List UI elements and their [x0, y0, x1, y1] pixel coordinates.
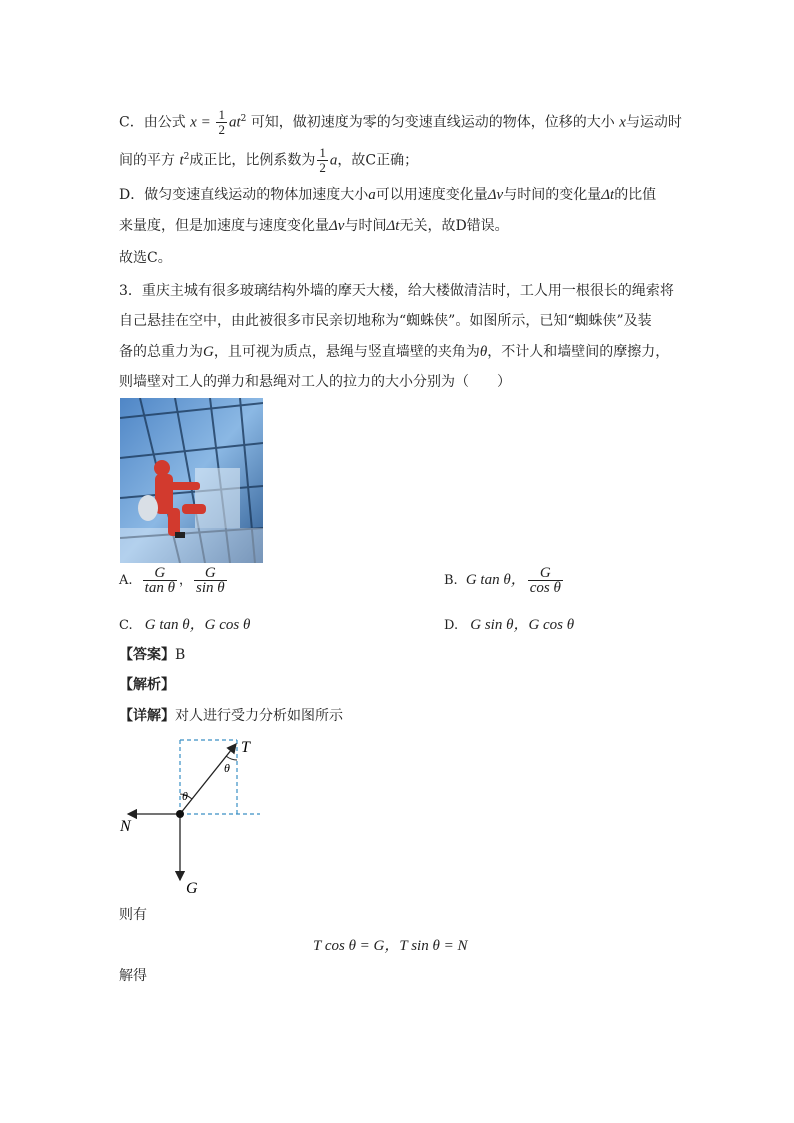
- option-d-explanation-line2: [119, 216, 509, 236]
- label-theta-bottom: θ: [182, 789, 188, 803]
- label-G: G: [186, 880, 198, 897]
- solve-line: 解得: [119, 968, 147, 984]
- answer-label: 【答案】: [119, 647, 175, 663]
- var-dv: Δv: [329, 218, 345, 234]
- fraction-num: G: [143, 566, 177, 581]
- option-c-explanation-line1: [119, 108, 682, 137]
- equation: T cos θ = G，T sin θ = N: [313, 938, 468, 954]
- fraction-den: cos θ: [529, 580, 561, 596]
- option-c-explanation-line2: [119, 146, 418, 175]
- fraction: [143, 566, 177, 595]
- var-dt: Δt: [386, 218, 400, 234]
- fraction-num: G: [528, 566, 563, 581]
- text: ，不计人和墙壁间的摩擦力，: [487, 344, 670, 360]
- fraction-half: [317, 146, 328, 175]
- analysis-label: [119, 675, 175, 695]
- text: 与时间的变化量: [503, 187, 602, 203]
- option-label: C.: [119, 618, 133, 633]
- text: 成正比，比例系数为: [189, 152, 316, 169]
- label-T: T: [241, 739, 250, 756]
- text: ，故C正确；: [337, 152, 419, 169]
- option-d-text: G sin θ，G cos θ: [470, 617, 575, 633]
- text: C．由公式: [119, 114, 186, 131]
- option-b-part1: G tan θ，: [465, 572, 526, 588]
- detail-label: 【详解】: [119, 708, 175, 724]
- answer-value: B: [175, 647, 186, 663]
- text: 间的平方: [119, 152, 175, 169]
- text: D．做匀变速直线运动的物体加速度大小: [119, 187, 369, 203]
- detail-text: 对人进行受力分析如图所示: [175, 708, 343, 724]
- formula-x: x =: [190, 114, 215, 131]
- option-d-explanation-line1: [119, 185, 656, 205]
- var-a: a: [368, 187, 376, 203]
- question-3-line1: 3．重庆主城有很多玻璃结构外墙的摩天大楼，给大楼做清洁时，工人用一根很长的绳索将: [119, 283, 674, 299]
- question-3-line3: [119, 342, 669, 362]
- var-a: a: [329, 152, 338, 169]
- fraction-num: 1: [218, 107, 225, 122]
- option-a[interactable]: A. $\frac{G}{\text{tan θ}}$ ， $\frac{G}{\text{sin θ}}$: [119, 565, 225, 596]
- force-diagram: [112, 732, 272, 902]
- var-G: G: [203, 344, 214, 360]
- option-d[interactable]: [444, 613, 574, 634]
- label-N: N: [120, 818, 131, 835]
- option-c-text: G tan θ，G cos θ: [144, 617, 251, 633]
- var-theta: θ: [479, 344, 488, 360]
- text: 无关，故D错误。: [399, 218, 509, 234]
- formula-at: at: [228, 114, 241, 131]
- option-label: D.: [444, 618, 459, 633]
- option-b[interactable]: [444, 566, 565, 595]
- superscript: 2: [240, 113, 247, 124]
- detail-line: [119, 706, 343, 726]
- superscript: 2: [183, 151, 190, 162]
- window-cleaner-photo: [120, 398, 263, 563]
- text: 可以用速度变化量: [375, 187, 488, 203]
- question-3-line2: 自己悬挂在空中，由此被很多市民亲切地称为“蜘蛛侠”。如图所示，已知“蜘蛛侠”及装: [119, 313, 652, 329]
- var-x: x: [619, 114, 626, 131]
- text: ，且可视为质点，悬绳与竖直墙壁的夹角为: [213, 344, 480, 360]
- var-t: t: [179, 152, 184, 169]
- question-3-line4: 则墙壁对工人的弹力和悬绳对工人的拉力的大小分别为（ ）: [119, 374, 511, 390]
- option-label: A.: [119, 573, 133, 588]
- option-label: B.: [444, 573, 458, 588]
- text: 来量度，但是加速度与速度变化量: [119, 218, 329, 234]
- fraction: [194, 566, 227, 595]
- fraction-den: 2: [319, 160, 326, 175]
- text: 备的总重力为: [119, 344, 203, 360]
- fraction-den: tan θ: [144, 580, 175, 596]
- fraction-den: sin θ: [195, 580, 225, 596]
- text: 与运动时: [625, 114, 682, 131]
- fraction-den: 2: [218, 122, 225, 137]
- fraction-num: 1: [319, 145, 326, 160]
- var-dt: Δt: [601, 187, 615, 203]
- answer-line: [119, 645, 185, 665]
- text: 的比值: [614, 187, 657, 203]
- text: 与时间: [344, 218, 387, 234]
- label-theta-top: θ: [224, 761, 230, 775]
- fraction-num: G: [194, 566, 227, 581]
- analysis-label-text: 【解析】: [119, 677, 175, 693]
- option-c[interactable]: [119, 613, 250, 634]
- choose-line: 故选C。: [119, 250, 172, 266]
- then-line: 则有: [119, 907, 147, 923]
- var-dv: Δv: [487, 187, 504, 203]
- fraction-half: [216, 108, 227, 137]
- text: 可知，做初速度为零的匀变速直线运动的物体，位移的大小: [250, 114, 615, 131]
- fraction: [528, 566, 563, 595]
